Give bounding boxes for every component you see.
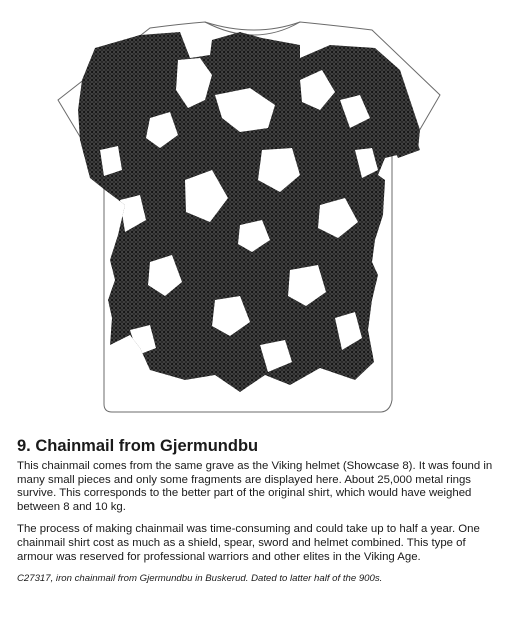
artifact-caption: C27317, iron chainmail from Gjermundbu in Buskerud. Dated to latter half of the 900s. <box>17 573 383 585</box>
article-paragraph: The process of making chainmail was time-consuming and could take up to half a year. One chainmail shirt cost as much as a shield, spear, sword and helmet combined. This type of armour was reserved for professional warriors and other elites in the Viking Age. <box>17 523 480 563</box>
article-title: 9. Chainmail from Gjermundbu <box>17 437 259 455</box>
article <box>17 436 495 585</box>
article-paragraph: This chainmail comes from the same grave as the Viking helmet (Showcase 8). It was found in many small pieces and only some fragments are displayed here. About 25,000 metal rings survive. This corresponds to the better part of the original shirt, which would have weighed between 8 and 10 kg. <box>17 460 493 513</box>
chainmail-fragments <box>70 25 430 405</box>
